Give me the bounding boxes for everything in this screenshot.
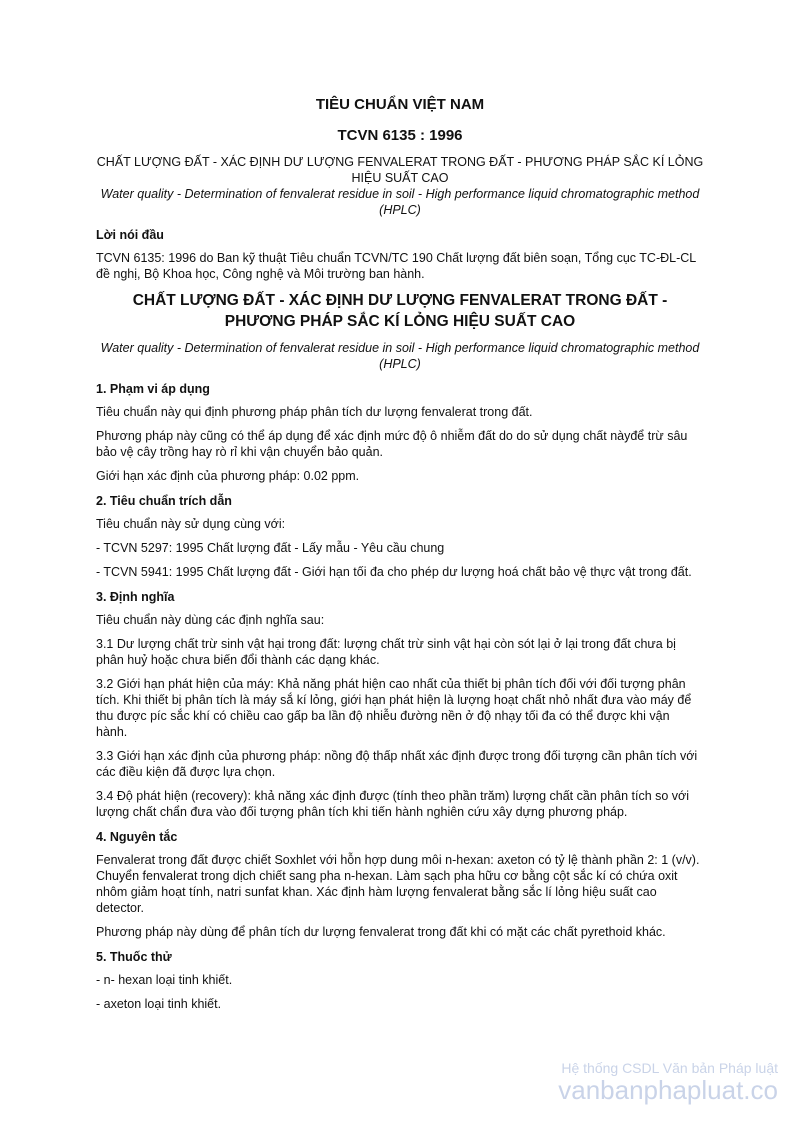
section-heading-scope: 1. Phạm vi áp dụng — [96, 382, 210, 396]
foreword-text: TCVN 6135: 1996 do Ban kỹ thuật Tiêu chuẩn TCVN/TC 190 Chất lượng đất biên soạn, Tổng cục TC-ĐL-CL đề nghị, Bộ Khoa học, Công nghệ và Môi trường ban hành. — [96, 251, 696, 281]
section-heading-references: 2. Tiêu chuẩn trích dẫn — [96, 494, 232, 508]
standard-title: TIÊU CHUẨN VIỆT NAM — [315, 96, 485, 113]
standard-code: TCVN 6135 : 1996 — [337, 127, 463, 144]
paragraph: Tiêu chuẩn này dùng các định nghĩa sau: — [96, 613, 325, 627]
watermark-line2: vanbanphapluat.co — [558, 1075, 778, 1105]
english-title: Water quality - Determination of fenvalerat residue in soil - High performance liquid chromatographic method (HPLC) — [100, 187, 700, 217]
foreword-heading: Lời nói đầu — [96, 228, 164, 242]
watermark-line1: Hệ thống CSDL Văn bản Pháp luật — [561, 1060, 778, 1076]
list-item: - TCVN 5941: 1995 Chất lượng đất - Giới hạn tối đa cho phép dư lượng hoá chất bảo vệ thực vật trong đất. — [96, 565, 692, 579]
section-heading-principle: 4. Nguyên tắc — [96, 830, 178, 844]
watermark — [558, 1060, 778, 1104]
paragraph: Phương pháp này dùng để phân tích dư lượng fenvalerat trong đất khi có mặt các chất pyrethoid khác. — [96, 925, 666, 939]
paragraph: Phương pháp này cũng có thể áp dụng để xác định mức độ ô nhiễm đất do do sử dụng chất nàyđể trừ sâu bảo vệ cây trồng hay rò rỉ khi vận chuyển bảo quản. — [96, 429, 688, 459]
definition-item: 3.2 Giới hạn phát hiện của máy: Khả năng phát hiện cao nhất của thiết bị phân tích đối với đối tượng phân tích. Khi thiết bị phân tích là máy sắ kí lỏng, giới hạn phát hiện là lượng hoạt chất nhỏ nhất đưa vào máy để thu được píc sắc khí có chiều cao gấp ba lần độ nhiễu đường nền ở độ nhạy tối đa có thể được khi vận hành. — [96, 677, 692, 739]
paragraph: Fenvalerat trong đất được chiết Soxhlet với hỗn hợp dung môi n-hexan: axeton có tỷ lệ thành phần 2: 1 (v/v). Chuyển fenvalerat trong dịch chiết sang pha n-hexan. Làm sạch pha hữu cơ bằng cột sắc kí có chứa oxit nhôm giảm hoạt tính, natri sunfat khan. Xác định hàm lượng fenvalerat bằng sắc lí lỏng hiệu suất cao detector. — [96, 853, 700, 915]
main-title: CHẤT LƯỢNG ĐẤT - XÁC ĐỊNH DƯ LƯỢNG FENVALERAT TRONG ĐẤT - PHƯƠNG PHÁP SẮC KÍ LỎNG HIỆU SUẤT CAO — [132, 292, 668, 330]
list-item: - n- hexan loại tinh khiết. — [96, 973, 233, 987]
definition-item: 3.4 Độ phát hiện (recovery): khả năng xác định được (tính theo phần trăm) lượng chất cần phân tích so với lượng chất chẩn đưa vào đối tượng phân tích khi tiến hành nghiên cứu xây dựng phương pháp. — [96, 789, 690, 819]
paragraph: Tiêu chuẩn này qui định phương pháp phân tích dư lượng fenvalerat trong đất. — [96, 405, 533, 419]
definition-item: 3.1 Dư lượng chất trừ sinh vật hại trong đất: lượng chất trừ sinh vật hại còn sót lại ở lại trong đất chưa bị phân huỷ hoặc chưa biến đổi thành các dạng khác. — [96, 637, 676, 667]
paragraph: Giới hạn xác định của phương pháp: 0.02 ppm. — [96, 469, 360, 483]
section-heading-definitions: 3. Định nghĩa — [96, 590, 175, 604]
vietnamese-title: CHẤT LƯỢNG ĐẤT - XÁC ĐỊNH DƯ LƯỢNG FENVALERAT TRONG ĐẤT - PHƯƠNG PHÁP SẮC KÍ LỎNG HIỆU SUẤT CAO — [96, 155, 704, 185]
list-item: - TCVN 5297: 1995 Chất lượng đất - Lấy mẫu - Yêu cầu chung — [96, 541, 445, 555]
section-heading-reagents: 5. Thuốc thử — [96, 950, 172, 964]
main-subtitle: Water quality - Determination of fenvalerat residue in soil - High performance liquid chromatographic method (HPLC) — [100, 341, 700, 371]
definition-item: 3.3 Giới hạn xác định của phương pháp: nồng độ thấp nhất xác định được trong đối tượng cần phân tích với các điều kiện đã được lựa chọn. — [96, 749, 698, 779]
list-item: - axeton loại tinh khiết. — [96, 997, 222, 1011]
paragraph: Tiêu chuẩn này sử dụng cùng với: — [96, 517, 286, 531]
document-page — [96, 96, 704, 1020]
